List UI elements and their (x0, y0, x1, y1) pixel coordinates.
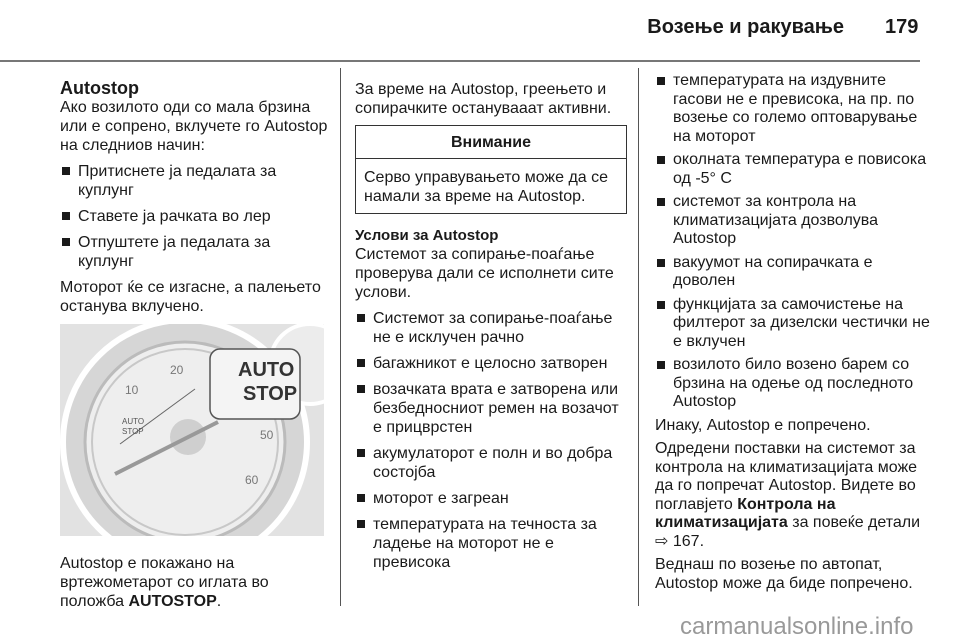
tick-label: 50 (260, 428, 274, 442)
gauge-auto-label: AUTO (122, 417, 145, 426)
conditions-intro: Системот за сопирање-поаѓање проверува дали се исполнети сите услови. (355, 246, 614, 301)
list-item: Ставете ја рачката во лер (60, 207, 330, 226)
caution-title: Внимание (356, 126, 626, 159)
tachometer-figure (60, 324, 324, 536)
caution-body: Серво управувањето може да се намали за време на Autostop. (364, 169, 609, 205)
list-item: системот за контрола на климатизацијата дозволува Autostop (655, 193, 931, 249)
list-item: моторот е загреан (355, 489, 627, 508)
page-reference-arrow-icon: ⇨ (655, 532, 669, 550)
list-item: функцијата за самочистење на филтерот за дизелски честички не е вклучен (655, 296, 931, 352)
cross-reference-link[interactable]: Контрола на климатизацијата (655, 495, 836, 531)
tick-label: 20 (170, 363, 184, 377)
column-3 (655, 72, 931, 598)
zoom-auto-label: AUTO (238, 359, 295, 381)
column-divider (638, 68, 639, 606)
zoom-stop-label: STOP (243, 383, 298, 405)
final-text: Веднаш по возење по автопат, Autostop може да биде попречено. (655, 556, 913, 592)
conditions-list (355, 309, 627, 572)
list-item: Отпуштете ја педалата за куплунг (60, 233, 330, 271)
page-number: 179 (885, 16, 919, 38)
intro-text: Ако возилото оди со мала брзина или е сопрено, вклучете го Autostop на следниов начин: (60, 99, 328, 154)
column-divider (340, 68, 341, 606)
list-item: вакуумот на сопирачката е доволен (655, 254, 931, 291)
list-item: багажникот е целосно затворен (355, 354, 627, 373)
after-text: Моторот ќе се изгасне, а палењето останува вклучено. (60, 279, 321, 315)
list-item: околната температура е повисока од -5° C (655, 151, 931, 188)
watermark: carmanualsonline.info (680, 613, 914, 640)
list-item: температурата на течноста за ладење на моторот не е превисока (355, 515, 627, 572)
header-divider (0, 60, 920, 62)
heading-autostop: Autostop (60, 78, 139, 98)
tick-label: 60 (245, 473, 259, 487)
caution-box (355, 125, 627, 214)
tick-label: 10 (125, 383, 139, 397)
list-item: возилото било возено барем со брзина на одење од последното Autostop (655, 356, 931, 412)
intro-text: За време на Autostop, греењето и сопирачките останувааат активни. (355, 81, 612, 117)
column-2 (355, 80, 627, 579)
list-item: акумулаторот е полн и во добра состојба (355, 444, 627, 482)
otherwise-text: Инаку, Autostop е попречено. (655, 416, 871, 434)
page-reference[interactable]: 167 (672, 532, 700, 550)
gauge-stop-label: STOP (122, 427, 144, 436)
settings-text: Одредени поставки на системот за контрола на климатизацијата може да го попречат Autostop. Видете во поглавјето Контрола на климатизацијата за повеќе детали ⇨ 167. (655, 440, 921, 550)
list-item: возачката врата е затворена или безбедносниот ремен на возачот е прицврстен (355, 380, 627, 437)
column-1 (60, 78, 330, 618)
list-item: Системот за сопирање-поаѓање не е исклучен рачно (355, 309, 627, 347)
conditions-list-continued (655, 72, 931, 412)
list-item: Притиснете ја педалата за куплунг (60, 162, 330, 200)
list-item: температурата на издувните гасови не е превисока, на пр. по возење со големо оптоварување на моторот (655, 72, 931, 146)
steps-list (60, 162, 330, 271)
conditions-heading: Услови за Autostop (355, 227, 499, 244)
figure-caption: Autostop е покажано на вртежометарот со иглата во положба AUTOSTOP. (60, 555, 269, 610)
section-title: Возење и ракување (647, 16, 844, 38)
